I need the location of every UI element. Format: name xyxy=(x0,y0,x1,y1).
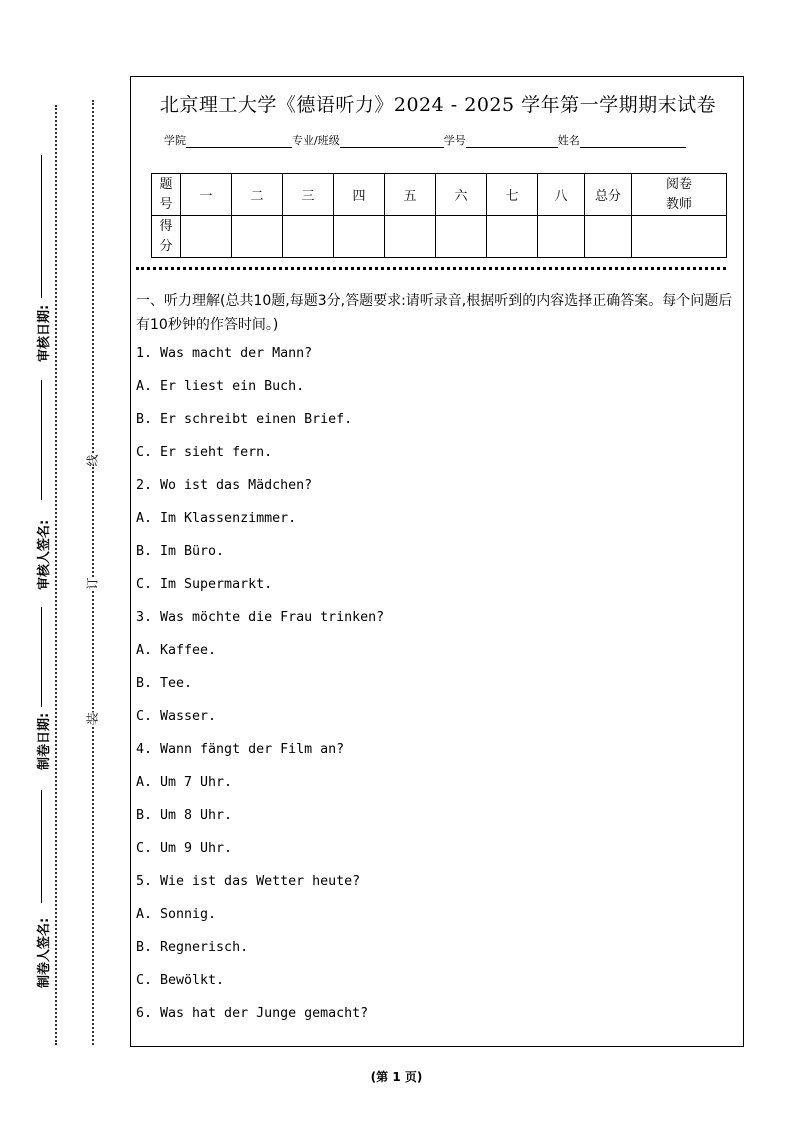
student-id-field[interactable] xyxy=(466,135,558,148)
score-cell[interactable] xyxy=(232,216,283,258)
question-item: 4. Wann fängt der Film an? xyxy=(136,742,345,757)
question-number-header: 题号 xyxy=(152,174,181,216)
score-col-8: 八 xyxy=(538,174,585,216)
maker-date-line xyxy=(41,607,42,707)
page-number: (第 1 页) xyxy=(370,1070,423,1084)
student-id-label: 学号 xyxy=(443,134,466,147)
answer-option[interactable]: C. Um 9 Uhr. xyxy=(136,841,233,856)
answer-option[interactable]: A. Sonnig. xyxy=(136,907,217,922)
score-col-total: 总分 xyxy=(585,174,632,216)
score-cell[interactable] xyxy=(487,216,538,258)
exam-title: 北京理工大学《德语听力》2024 - 2025 学年第一学期期末试卷 xyxy=(159,94,717,116)
dotted-separator xyxy=(136,267,726,270)
grader-cell[interactable] xyxy=(632,216,727,258)
answer-option[interactable]: B. Um 8 Uhr. xyxy=(136,808,233,823)
college-label: 学院 xyxy=(164,134,186,147)
score-col-5: 五 xyxy=(385,174,436,216)
maker-date-label: 制卷日期: xyxy=(37,712,52,770)
score-table xyxy=(151,173,727,258)
question-item: 5. Wie ist das Wetter heute? xyxy=(136,874,361,889)
answer-option[interactable]: B. Tee. xyxy=(136,676,193,691)
score-col-2: 二 xyxy=(232,174,283,216)
answer-option[interactable]: A. Er liest ein Buch. xyxy=(136,379,305,394)
binding-dotted-line-outer xyxy=(55,105,57,1045)
section-instruction: 一、听力理解(总共10题,每题3分,答题要求:请听录音,根据听到的内容选择正确答案。每个问题后有10秒钟的作答时间。) xyxy=(136,293,733,333)
answer-option[interactable]: C. Im Supermarkt. xyxy=(136,577,273,592)
grader-header: 阅卷教师 xyxy=(632,174,727,216)
score-cell[interactable] xyxy=(334,216,385,258)
score-cell[interactable] xyxy=(538,216,585,258)
score-row-header: 得分 xyxy=(152,216,181,258)
score-cell[interactable] xyxy=(283,216,334,258)
answer-option[interactable]: C. Er sieht fern. xyxy=(136,445,273,460)
score-cell[interactable] xyxy=(585,216,632,258)
college-field[interactable] xyxy=(186,135,292,148)
reviewer-sign-label: 审核人签名: xyxy=(37,519,52,590)
binding-dotted-line-inner xyxy=(92,100,94,1045)
answer-option[interactable]: A. Kaffee. xyxy=(136,643,217,658)
binding-mark-line: 线 xyxy=(82,454,103,466)
binding-mark-zhuang: 装 xyxy=(82,712,103,724)
question-body xyxy=(136,289,736,1038)
answer-option[interactable]: A. Im Klassenzimmer. xyxy=(136,511,297,526)
major-field[interactable] xyxy=(340,135,444,148)
name-label: 姓名 xyxy=(557,134,580,147)
major-label: 专业/班级 xyxy=(292,134,340,147)
score-cell[interactable] xyxy=(436,216,487,258)
binding-mark-ding: 订 xyxy=(82,577,103,589)
reviewer-sign-line xyxy=(41,380,42,500)
reviewer-date-label: 审核日期: xyxy=(37,304,52,362)
answer-option[interactable]: C. Bewölkt. xyxy=(136,973,225,988)
maker-sign-line xyxy=(41,790,42,903)
reviewer-date-line xyxy=(41,155,42,298)
score-cell[interactable] xyxy=(385,216,436,258)
question-item: 3. Was möchte die Frau trinken? xyxy=(136,610,385,625)
score-col-6: 六 xyxy=(436,174,487,216)
answer-option[interactable]: C. Wasser. xyxy=(136,709,217,724)
student-info-row xyxy=(164,132,686,148)
answer-option[interactable]: A. Um 7 Uhr. xyxy=(136,775,233,790)
question-list xyxy=(136,345,736,1038)
answer-option[interactable]: B. Er schreibt einen Brief. xyxy=(136,412,353,427)
score-cell[interactable] xyxy=(181,216,232,258)
name-field[interactable] xyxy=(580,135,686,148)
score-col-7: 七 xyxy=(487,174,538,216)
score-col-4: 四 xyxy=(334,174,385,216)
answer-option[interactable]: B. Im Büro. xyxy=(136,544,225,559)
answer-option[interactable]: B. Regnerisch. xyxy=(136,940,249,955)
maker-sign-label: 制卷人签名: xyxy=(37,917,52,988)
question-item: 1. Was macht der Mann? xyxy=(136,346,313,361)
score-col-1: 一 xyxy=(181,174,232,216)
question-item: 6. Was hat der Junge gemacht? xyxy=(136,1006,369,1021)
exam-frame xyxy=(130,76,744,1047)
score-col-3: 三 xyxy=(283,174,334,216)
question-item: 2. Wo ist das Mädchen? xyxy=(136,478,313,493)
